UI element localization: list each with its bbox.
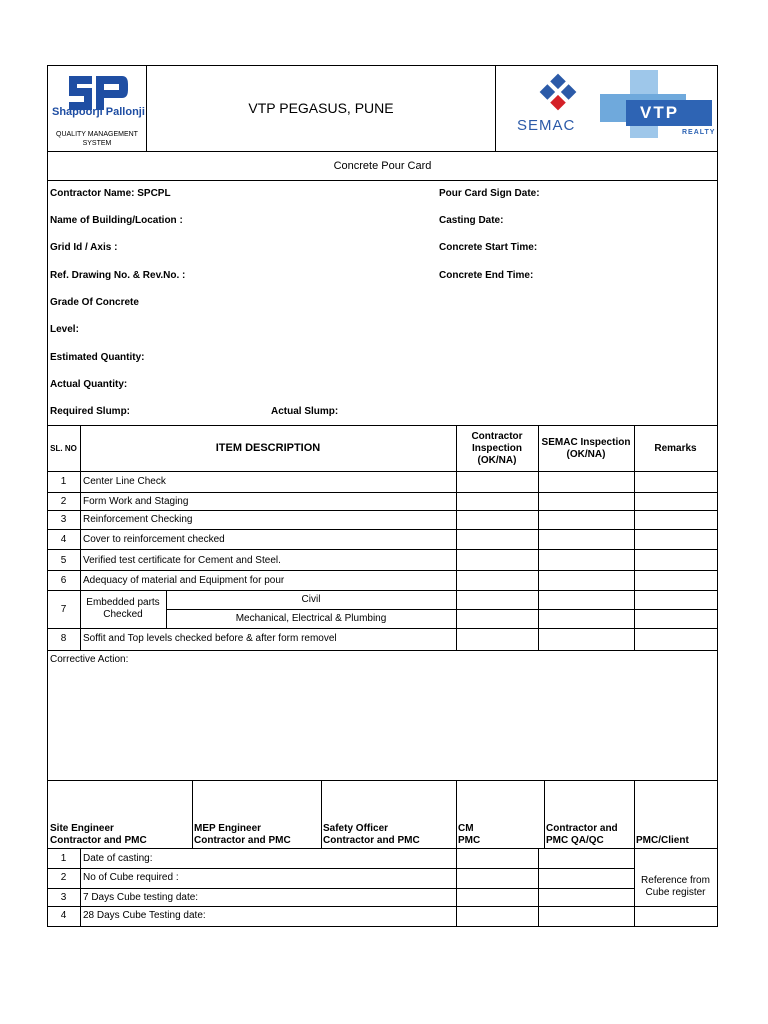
embedded-civil: Civil xyxy=(301,594,321,605)
cube-reference-2: Cube register xyxy=(645,887,706,898)
row-desc: Center Line Check xyxy=(83,476,166,487)
row-line xyxy=(47,471,718,472)
checklist-col-line-4 xyxy=(634,425,635,651)
actual-slump-label: Actual Slump: xyxy=(271,406,339,417)
row-no: 3 xyxy=(60,514,67,525)
frame-top xyxy=(47,65,718,66)
project-title: VTP PEGASUS, PUNE xyxy=(248,100,394,116)
col-contractor-line1: Contractor xyxy=(471,431,523,442)
sign-col-line xyxy=(634,780,635,848)
cube-col-line-1 xyxy=(80,848,81,926)
sign-col-line xyxy=(192,780,193,848)
sign-col-line xyxy=(321,780,322,848)
cube-row-line xyxy=(47,906,718,907)
estimated-quantity-label: Estimated Quantity: xyxy=(50,352,145,363)
cube-row-no: 2 xyxy=(60,872,67,883)
vtp-sub-label: REALTY xyxy=(682,129,716,136)
cube-row-desc: 7 Days Cube testing date: xyxy=(83,892,199,903)
col-contractor-line3: (OK/NA) xyxy=(477,455,517,466)
required-slump-label: Required Slump: xyxy=(50,406,131,417)
signatory-qaqc-2: PMC QA/QC xyxy=(546,835,604,846)
corrective-action-label: Corrective Action: xyxy=(50,654,129,665)
cube-row-desc: 28 Days Cube Testing date: xyxy=(83,910,206,921)
company-name: Shapoorji Pallonji xyxy=(52,106,145,118)
row-no: 5 xyxy=(60,555,67,566)
row-line xyxy=(47,492,718,493)
cube-row-line xyxy=(47,888,634,889)
signatory-cm-1: CM xyxy=(458,823,474,834)
embedded-mep: Mechanical, Electrical & Plumbing xyxy=(235,613,387,624)
signatory-qaqc-1: Contractor and xyxy=(546,823,618,834)
row-desc: Reinforcement Checking xyxy=(83,514,193,525)
cube-reference-1: Reference from xyxy=(641,875,710,886)
pour-card-sign-date-label: Pour Card Sign Date: xyxy=(439,188,540,199)
cube-col-line-2 xyxy=(456,848,457,926)
row-line xyxy=(47,650,718,651)
col-semac-line1: SEMAC Inspection xyxy=(541,437,631,448)
cube-col-line-3 xyxy=(538,848,539,926)
semac-logo xyxy=(513,72,603,137)
embedded-parts-line1: Embedded parts xyxy=(86,597,160,608)
signatory-site-engineer-2: Contractor and PMC xyxy=(50,835,147,846)
row-desc: Cover to reinforcement checked xyxy=(83,534,225,545)
sp-logo xyxy=(52,70,145,148)
signatory-cm-2: PMC xyxy=(458,835,481,846)
sign-bottom-line xyxy=(47,848,718,849)
col-item-description: ITEM DESCRIPTION xyxy=(215,442,321,454)
semac-logo-mark-icon xyxy=(528,72,588,114)
signatory-safety-officer-2: Contractor and PMC xyxy=(323,835,420,846)
row-line xyxy=(47,510,718,511)
contractor-name-label: Contractor Name: SPCPL xyxy=(50,188,171,199)
row-no: 1 xyxy=(60,476,67,487)
drawing-rev-label: Ref. Drawing No. & Rev.No. : xyxy=(50,270,186,281)
row-no: 2 xyxy=(60,496,67,507)
semac-label: SEMAC xyxy=(517,117,576,134)
signatory-site-engineer-1: Site Engineer xyxy=(50,823,114,834)
level-label: Level: xyxy=(50,324,79,335)
frame-right xyxy=(717,65,718,927)
row-no: 6 xyxy=(60,575,67,586)
row-no: 7 xyxy=(60,604,67,615)
row-line xyxy=(47,549,718,550)
cube-row-no: 3 xyxy=(60,892,67,903)
row-desc: Verified test certificate for Cement and Steel. xyxy=(83,555,281,566)
row-desc: Soffit and Top levels checked before & after form removel xyxy=(83,633,337,644)
header-divider-2 xyxy=(495,65,496,151)
corrective-bottom-line xyxy=(47,780,718,781)
row-line xyxy=(47,529,718,530)
row-no: 4 xyxy=(60,534,67,545)
signatory-mep-engineer-2: Contractor and PMC xyxy=(194,835,291,846)
grade-label: Grade Of Concrete xyxy=(50,297,139,308)
row-desc: Form Work and Staging xyxy=(83,496,189,507)
row-line xyxy=(166,609,718,610)
embedded-parts-line2: Checked xyxy=(103,609,143,620)
row-line xyxy=(47,590,718,591)
actual-quantity-label: Actual Quantity: xyxy=(50,379,128,390)
cube-row-line xyxy=(47,868,634,869)
qms-label-1: QUALITY MANAGEMENT xyxy=(56,131,138,138)
row-desc: Adequacy of material and Equipment for pour xyxy=(83,575,285,586)
frame-bottom xyxy=(47,926,718,927)
header-bottom-line xyxy=(47,151,718,152)
checklist-top-line xyxy=(47,425,718,426)
signatory-mep-engineer-1: MEP Engineer xyxy=(194,823,262,834)
building-location-label: Name of Building/Location : xyxy=(50,215,183,226)
casting-date-label: Casting Date: xyxy=(439,215,504,226)
cube-row-desc: Date of casting: xyxy=(83,853,153,864)
form-title: Concrete Pour Card xyxy=(333,160,432,172)
sign-col-line xyxy=(456,780,457,848)
row-no: 8 xyxy=(60,633,67,644)
row-line xyxy=(47,570,718,571)
signatory-safety-officer-1: Safety Officer xyxy=(323,823,389,834)
concrete-end-time-label: Concrete End Time: xyxy=(439,270,534,281)
sign-col-line xyxy=(544,780,545,848)
cube-row-no: 1 xyxy=(60,853,67,864)
qms-label-2: SYSTEM xyxy=(82,140,112,147)
cube-row-no: 4 xyxy=(60,910,67,921)
col-semac-line2: (OK/NA) xyxy=(566,449,606,460)
grid-axis-label: Grid Id / Axis : xyxy=(50,242,118,253)
cube-row-desc: No of Cube required : xyxy=(83,872,179,883)
concrete-start-time-label: Concrete Start Time: xyxy=(439,242,538,253)
vtp-label: VTP xyxy=(640,103,680,122)
col-sl-no: SL. NO xyxy=(50,444,77,453)
col-contractor-line2: Inspection xyxy=(471,443,522,454)
row-line xyxy=(47,628,718,629)
title-bottom-line xyxy=(47,180,718,181)
vtp-logo xyxy=(600,70,714,138)
signatory-pmc-client: PMC/Client xyxy=(636,835,689,846)
col-remarks: Remarks xyxy=(654,443,697,454)
